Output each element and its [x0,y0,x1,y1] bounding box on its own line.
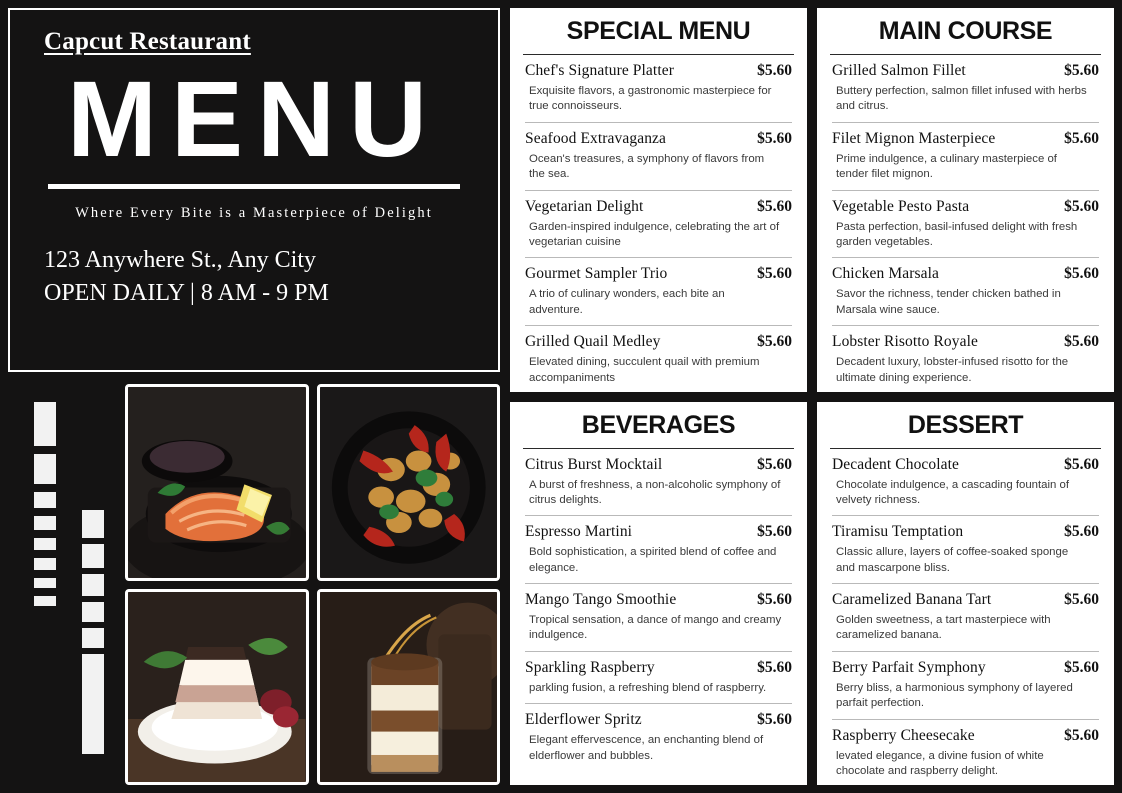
menu-item-desc: Bold sophistication, a spirited blend of coffee and elegance. [529,546,777,574]
menu-item-desc: Elegant effervescence, an enchanting blend of elderflower and bubbles. [529,734,764,762]
menu-item-name: Caramelized Banana Tart [832,591,992,609]
menu-item-name: Chef's Signature Platter [525,62,674,79]
menu-item-name: Sparkling Raspberry [525,658,655,676]
menu-item-price: $5.60 [1064,726,1099,744]
menu-item [525,652,792,704]
menu-item-name: Vegetarian Delight [525,197,644,215]
layer-cake-photo [125,589,309,786]
menu-item-desc: Ocean's treasures, a symphony of flavors from the sea. [529,152,765,181]
menu-item-price: $5.60 [757,523,792,541]
tiramisu-photo [317,589,501,786]
menu-item-name: Citrus Burst Mocktail [525,455,663,473]
menu-item-name: Gourmet Sampler Trio [525,265,668,283]
menu-item [832,449,1099,517]
menu-item [832,720,1099,785]
menu-item-name: Grilled Salmon Fillet [832,62,966,79]
card-items [511,449,806,772]
menu-item-price: $5.60 [1064,265,1099,283]
menu-item-price: $5.60 [757,333,792,351]
menu-card-special-menu [510,8,807,392]
menu-item-desc: Decadent luxury, lobster-infused risotto for the ultimate dining experience. [836,356,1069,384]
menu-item-price: $5.60 [1064,658,1099,676]
menu-item [525,191,792,259]
menu-item-desc: Classic allure, layers of coffee-soaked sponge and mascarpone bliss. [836,546,1069,574]
menu-item-desc: Berry bliss, a harmonious symphony of layered parfait perfection. [836,681,1073,710]
menu-headline: MENU [67,58,441,179]
menu-card-grid [510,8,1114,785]
left-column [8,8,500,785]
menu-item-price: $5.60 [757,265,792,283]
chili-chicken-photo [317,384,501,581]
menu-item-name: Decadent Chocolate [832,455,960,473]
salmon-dish-photo [125,384,309,581]
menu-item [832,55,1099,123]
menu-item-name: Elderflower Spritz [525,711,642,729]
restaurant-address: 123 Anywhere St., Any City [44,247,317,274]
menu-item-name: Vegetable Pesto Pasta [832,197,970,215]
menu-item-desc: A burst of freshness, a non-alcoholic symphony of citrus delights. [529,478,781,506]
card-items [818,55,1113,392]
menu-item-desc: Chocolate indulgence, a cascading fountain of velvety richness. [836,478,1070,506]
menu-item [525,584,792,652]
menu-item-name: Chicken Marsala [832,265,939,283]
menu-item-name: Filet Mignon Masterpiece [832,129,996,147]
card-title: BEVERAGES [523,403,794,449]
menu-item-name: Raspberry Cheesecake [832,726,975,744]
menu-item [525,123,792,191]
menu-item-price: $5.60 [1064,455,1099,473]
card-title: MAIN COURSE [830,9,1101,55]
card-title: DESSERT [830,403,1101,449]
menu-item-price: $5.60 [1064,333,1099,351]
menu-item [832,258,1099,326]
hero-divider [48,184,460,189]
menu-item-desc: parkling fusion, a refreshing blend of raspberry. [529,681,767,694]
menu-item-price: $5.60 [757,658,792,676]
menu-card-beverages [510,402,807,786]
menu-item-price: $5.60 [1064,591,1099,609]
menu-item-name: Grilled Quail Medley [525,333,661,351]
menu-item-price: $5.60 [757,197,792,215]
menu-item-desc: Savor the richness, tender chicken bathed in Marsala wine sauce. [836,288,1061,316]
menu-item-name: Tiramisu Temptation [832,523,964,541]
menu-item-price: $5.60 [757,129,792,147]
restaurant-hours: OPEN DAILY | 8 AM - 9 PM [44,279,329,306]
menu-item [832,326,1099,391]
menu-item-desc: Exquisite flavors, a gastronomic masterpiece for true connoisseurs. [529,85,772,113]
menu-item-name: Seafood Extravaganza [525,129,667,147]
restaurant-brand-title: Capcut Restaurant [44,28,251,55]
menu-item-desc: Garden-inspired indulgence, celebrating the art of vegetarian cuisine [529,220,780,248]
menu-item-price: $5.60 [1064,62,1099,79]
menu-item [832,123,1099,191]
menu-item-name: Espresso Martini [525,523,633,541]
menu-item-desc: A trio of culinary wonders, each bite an adventure. [529,288,725,316]
menu-card-dessert [817,402,1114,786]
menu-item [832,584,1099,652]
menu-item-name: Lobster Risotto Royale [832,333,978,351]
menu-item [525,704,792,771]
menu-item-price: $5.60 [757,591,792,609]
menu-item-price: $5.60 [757,62,792,79]
photo-grid [125,384,500,785]
menu-item-desc: Elevated dining, succulent quail with premium accompaniments [529,356,760,384]
restaurant-tagline: Where Every Bite is a Masterpiece of Delight [75,205,433,222]
card-title: SPECIAL MENU [523,9,794,55]
menu-item-desc: Prime indulgence, a culinary masterpiece of tender filet mignon. [836,152,1057,181]
menu-item-desc: Buttery perfection, salmon fillet infused with herbs and citrus. [836,85,1087,113]
menu-item-name: Mango Tango Smoothie [525,591,677,609]
photo-section [8,384,500,785]
menu-item [525,55,792,123]
menu-item-desc: levated elegance, a divine fusion of white chocolate and raspberry delight. [836,749,1044,778]
menu-item [525,258,792,326]
menu-item-price: $5.60 [1064,129,1099,147]
menu-item [832,516,1099,584]
menu-item [525,449,792,517]
menu-item [832,191,1099,259]
menu-item-price: $5.60 [1064,523,1099,541]
menu-item [525,516,792,584]
menu-item-price: $5.60 [1064,197,1099,215]
menu-item-desc: Pasta perfection, basil-infused delight with fresh garden vegetables. [836,220,1078,248]
menu-item [525,326,792,391]
menu-item-price: $5.60 [757,455,792,473]
card-items [818,449,1113,786]
decorative-bars [12,384,117,785]
menu-item-name: Berry Parfait Symphony [832,658,986,676]
card-items [511,55,806,392]
menu-item-desc: Tropical sensation, a dance of mango and creamy indulgence. [529,614,782,642]
menu-item [832,652,1099,720]
menu-item-price: $5.60 [757,711,792,729]
hero-panel [8,8,500,372]
menu-card-main-course [817,8,1114,392]
menu-item-desc: Golden sweetness, a tart masterpiece with caramelized banana. [836,614,1051,642]
